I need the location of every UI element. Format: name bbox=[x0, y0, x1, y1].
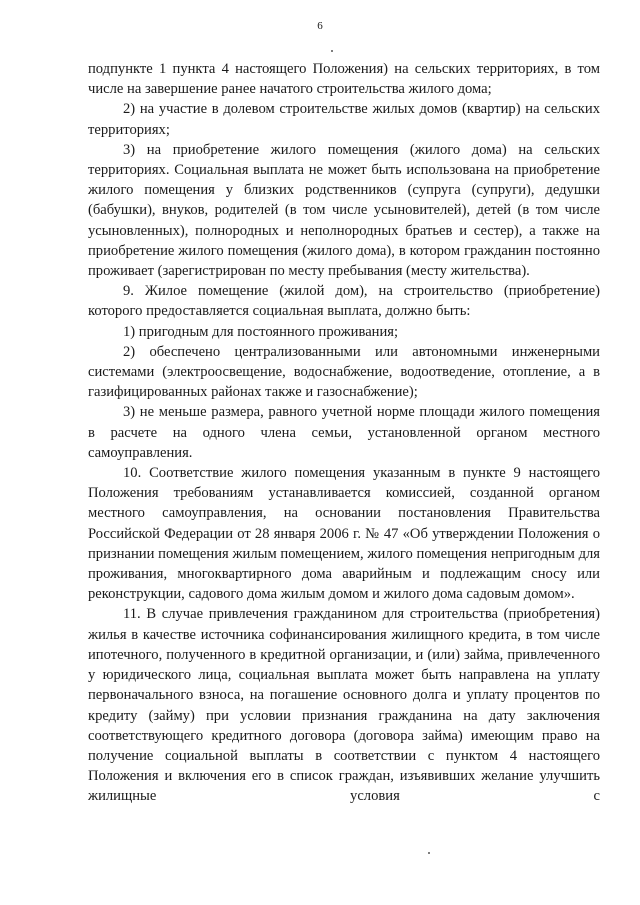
paragraph-item-2: 2) на участие в долевом строительстве жилых домов (квартир) на сельских территориях; bbox=[88, 101, 600, 138]
paragraph-clause-9: 9. Жилое помещение (жилой дом), на строительство (приобретение) которого предоставляется социальная выплата, должно быть: bbox=[88, 283, 600, 320]
scan-speck bbox=[331, 50, 333, 52]
paragraph-clause-10: 10. Соответствие жилого помещения указанным в пункте 9 настоящего Положения требованиям устанавливается комиссией, созданной органом местного самоуправления, на основании постановления Правительства Российской Федерации от 28 января 2006 г. № 47 «Об утверждении Положения о признании помещения жилым помещением, жилого помещения непригодным для проживания, многоквартирного дома аварийным и подлежащим сносу или реконструкции, садового дома жилым домом и жилого дома садовым домом». bbox=[88, 465, 600, 603]
paragraph-clause-9-item-2: 2) обеспечено централизованными или автономными инженерными системами (электроосвещение, водоснабжение, водоотведение, отопление, а в газифицированных районах также и газоснабжение); bbox=[88, 343, 600, 401]
page-number: 6 bbox=[317, 20, 323, 32]
scan-speck bbox=[428, 852, 430, 854]
paragraph-clause-9-item-1: 1) пригодным для постоянного проживания; bbox=[123, 323, 399, 340]
paragraph-continuation: подпункте 1 пункта 4 настоящего Положения) на сельских территориях, в том числе на завершение ранее начатого строительства жилого дома; bbox=[88, 61, 600, 98]
paragraph-clause-9-item-3: 3) не меньше размера, равного учетной норме площади жилого помещения в расчете на одного члена семьи, установленной органом местного самоуправления. bbox=[88, 404, 600, 461]
paragraph-clause-11: 11. В случае привлечения гражданином для строительства (приобретения) жилья в качестве источника софинансирования жилищного кредита, в том числе ипотечного, полученного в кредитной организации, и (или) займа, привлеченного у юридического лица, социальная выплата может быть направлена на уплату первоначального взноса, на погашение основного долга и уплату процентов по кредиту (займу) при условии признания гражданина на дату заключения соответствующего кредитного договора (договора займа) имеющим право на получение социальной выплаты в соответствии с пунктом 4 настоящего Положения и включения его в список граждан, изъявивших желание улучшить жилищные условия с bbox=[88, 606, 600, 805]
paragraph-item-3: 3) на приобретение жилого помещения (жилого дома) на сельских территориях. Социальная выплата не может быть использована на приобретение жилого помещения у близких родственников (супруга (супруги), дедушки (бабушки), внуков, родителей (в том числе усыновителей), детей (в том числе усыновленных), полнородных и неполнородных братьев и сестер), а также на приобретение жилого помещения (жилого дома), в котором гражданин постоянно проживает (зарегистрирован по месту пребывания (месту жительства). bbox=[88, 141, 600, 280]
document-body bbox=[88, 59, 600, 807]
